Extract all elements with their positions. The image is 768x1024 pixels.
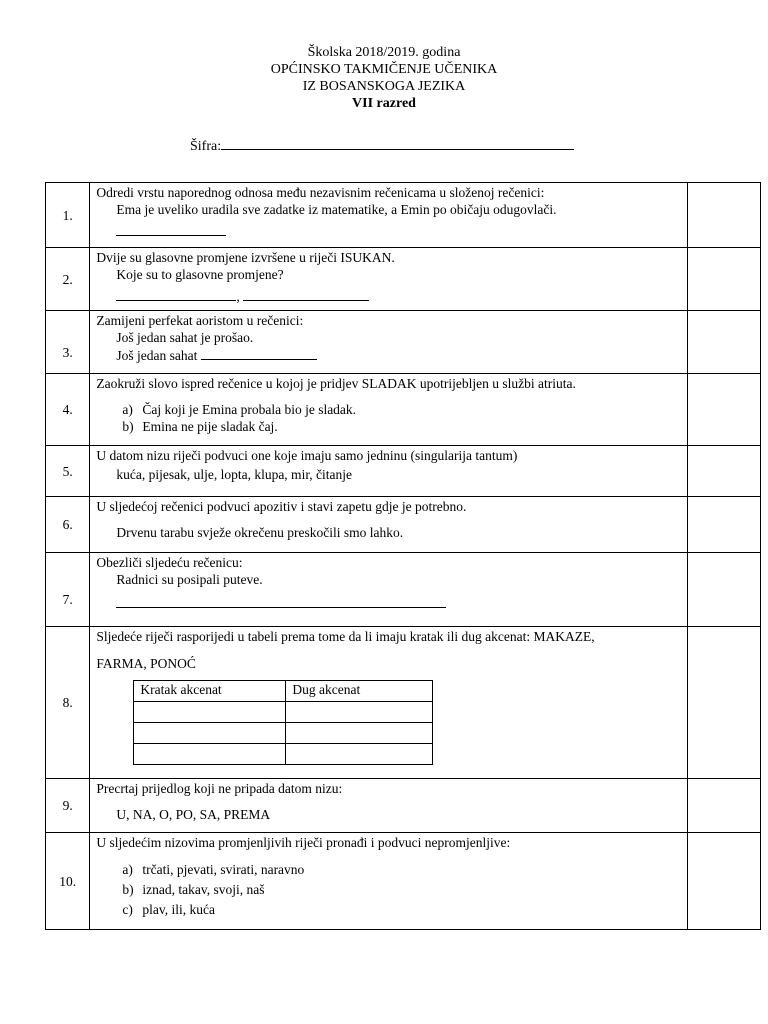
- option-a[interactable]: a) trčati, pjevati, svirati, naravno: [122, 862, 305, 877]
- question-row-10: [46, 833, 761, 930]
- question-number: 2.: [46, 248, 90, 311]
- question-instruction: Zaokruži slovo ispred rečenice u kojoj je pridjev SLADAK upotrijebljen u službi atriuta.: [96, 376, 576, 391]
- option-b[interactable]: b) iznad, takav, svoji, naš: [122, 882, 265, 897]
- question-row-5: [46, 446, 761, 497]
- question-sentence: Još jedan sahat je prošao.: [116, 330, 254, 345]
- accent-header-long: Dug akcenat: [286, 681, 433, 702]
- question-number: 6.: [46, 497, 90, 553]
- question-sentence: Ema je uveliko uradila sve zadatke iz matematike, a Emin po običaju odugovlači.: [116, 202, 557, 217]
- score-cell[interactable]: [687, 183, 760, 248]
- question-body: [90, 627, 687, 779]
- accent-cell[interactable]: [286, 744, 433, 765]
- question-instruction: Dvije su glasovne promjene izvršene u riječi ISUKAN.: [96, 250, 395, 265]
- subject-title: IZ BOSANSKOGA JEZIKA: [302, 79, 466, 94]
- questions-table: [45, 182, 761, 930]
- answer-line-2[interactable]: [243, 287, 369, 301]
- question-number: 8.: [46, 627, 90, 779]
- question-number: 1.: [46, 183, 90, 248]
- score-cell[interactable]: [687, 311, 760, 374]
- question-row-3: [46, 311, 761, 374]
- question-row-7: [46, 553, 761, 627]
- code-input-line[interactable]: [221, 136, 574, 150]
- score-cell[interactable]: [687, 553, 760, 627]
- answer-line[interactable]: [201, 346, 317, 360]
- question-instruction: U sljedećim nizovima promjenljivih riječi pronađi i podvuci nepromjenljive:: [96, 835, 511, 850]
- question-sentence[interactable]: Drvenu tarabu svježe okrečenu preskočili smo lahko.: [116, 525, 404, 540]
- question-body: [90, 311, 687, 374]
- question-instruction: Precrtaj prijedlog koji ne pripada datom nizu:: [96, 781, 343, 796]
- option-c[interactable]: c) plav, ili, kuća: [122, 902, 215, 917]
- question-instruction: Sljedeće riječi rasporijedi u tabeli prema tome da li imaju kratak ili dug akcenat: MAKAZE,: [96, 629, 595, 644]
- accent-cell[interactable]: [134, 744, 286, 765]
- question-body: [90, 374, 687, 446]
- score-cell[interactable]: [687, 497, 760, 553]
- question-body: [90, 497, 687, 553]
- question-row-4: [46, 374, 761, 446]
- accent-cell[interactable]: [134, 723, 286, 744]
- word-list[interactable]: U, NA, O, PO, SA, PREMA: [116, 807, 271, 822]
- code-label: Šifra:: [190, 139, 222, 154]
- answer-line-1[interactable]: [116, 287, 236, 301]
- score-cell[interactable]: [687, 833, 760, 930]
- question-body: [90, 553, 687, 627]
- score-cell[interactable]: [687, 627, 760, 779]
- answer-line[interactable]: [116, 594, 446, 608]
- accent-cell[interactable]: [286, 702, 433, 723]
- question-number: 10.: [46, 833, 90, 930]
- accent-cell[interactable]: [134, 702, 286, 723]
- document-header: [0, 44, 768, 112]
- question-number: 7.: [46, 553, 90, 627]
- question-instruction: U datom nizu riječi podvuci one koje imaju samo jedninu (singularija tantum): [96, 448, 518, 463]
- question-number: 4.: [46, 374, 90, 446]
- word-list[interactable]: kuća, pijesak, ulje, lopta, klupa, mir, čitanje: [116, 467, 352, 482]
- question-number: 9.: [46, 779, 90, 833]
- question-number: 3.: [46, 311, 90, 374]
- question-number: 5.: [46, 446, 90, 497]
- score-cell[interactable]: [687, 248, 760, 311]
- question-row-2: [46, 248, 761, 311]
- accent-table: [133, 680, 433, 765]
- option-a[interactable]: a) Čaj koji je Emina probala bio je sladak.: [122, 402, 357, 417]
- score-cell[interactable]: [687, 374, 760, 446]
- answer-line[interactable]: [116, 222, 226, 236]
- question-body: [90, 183, 687, 248]
- question-sentence-start: Još jedan sahat: [116, 348, 198, 363]
- question-subquestion: Koje su to glasovne promjene?: [116, 267, 284, 282]
- grade-title: VII razred: [352, 96, 416, 111]
- question-instruction: Obezliči sljedeću rečenicu:: [96, 555, 243, 570]
- question-row-8: [46, 627, 761, 779]
- option-b[interactable]: b) Emina ne pije sladak čaj.: [122, 419, 278, 434]
- question-row-9: [46, 779, 761, 833]
- question-instruction-cont: FARMA, PONOĆ: [96, 656, 196, 671]
- question-instruction: U sljedećoj rečenici podvuci apozitiv i stavi zapetu gdje je potrebno.: [96, 499, 467, 514]
- question-body: [90, 779, 687, 833]
- score-cell[interactable]: [687, 779, 760, 833]
- question-sentence: Radnici su posipali puteve.: [116, 572, 263, 587]
- question-row-6: [46, 497, 761, 553]
- question-body: [90, 446, 687, 497]
- score-cell[interactable]: [687, 446, 760, 497]
- accent-header-short: Kratak akcenat: [134, 681, 286, 702]
- question-body: [90, 833, 687, 930]
- comma: ,: [236, 289, 240, 304]
- school-year: Školska 2018/2019. godina: [307, 45, 461, 60]
- question-row-1: [46, 183, 761, 248]
- question-instruction: Odredi vrstu naporednog odnosa među nezavisnim rečenicama u složenoj rečenici:: [96, 185, 545, 200]
- accent-cell[interactable]: [286, 723, 433, 744]
- question-body: [90, 248, 687, 311]
- question-instruction: Zamijeni perfekat aoristom u rečenici:: [96, 313, 304, 328]
- competition-title: OPĆINSKO TAKMIČENJE UČENIKA: [270, 62, 498, 77]
- code-field: [190, 136, 574, 155]
